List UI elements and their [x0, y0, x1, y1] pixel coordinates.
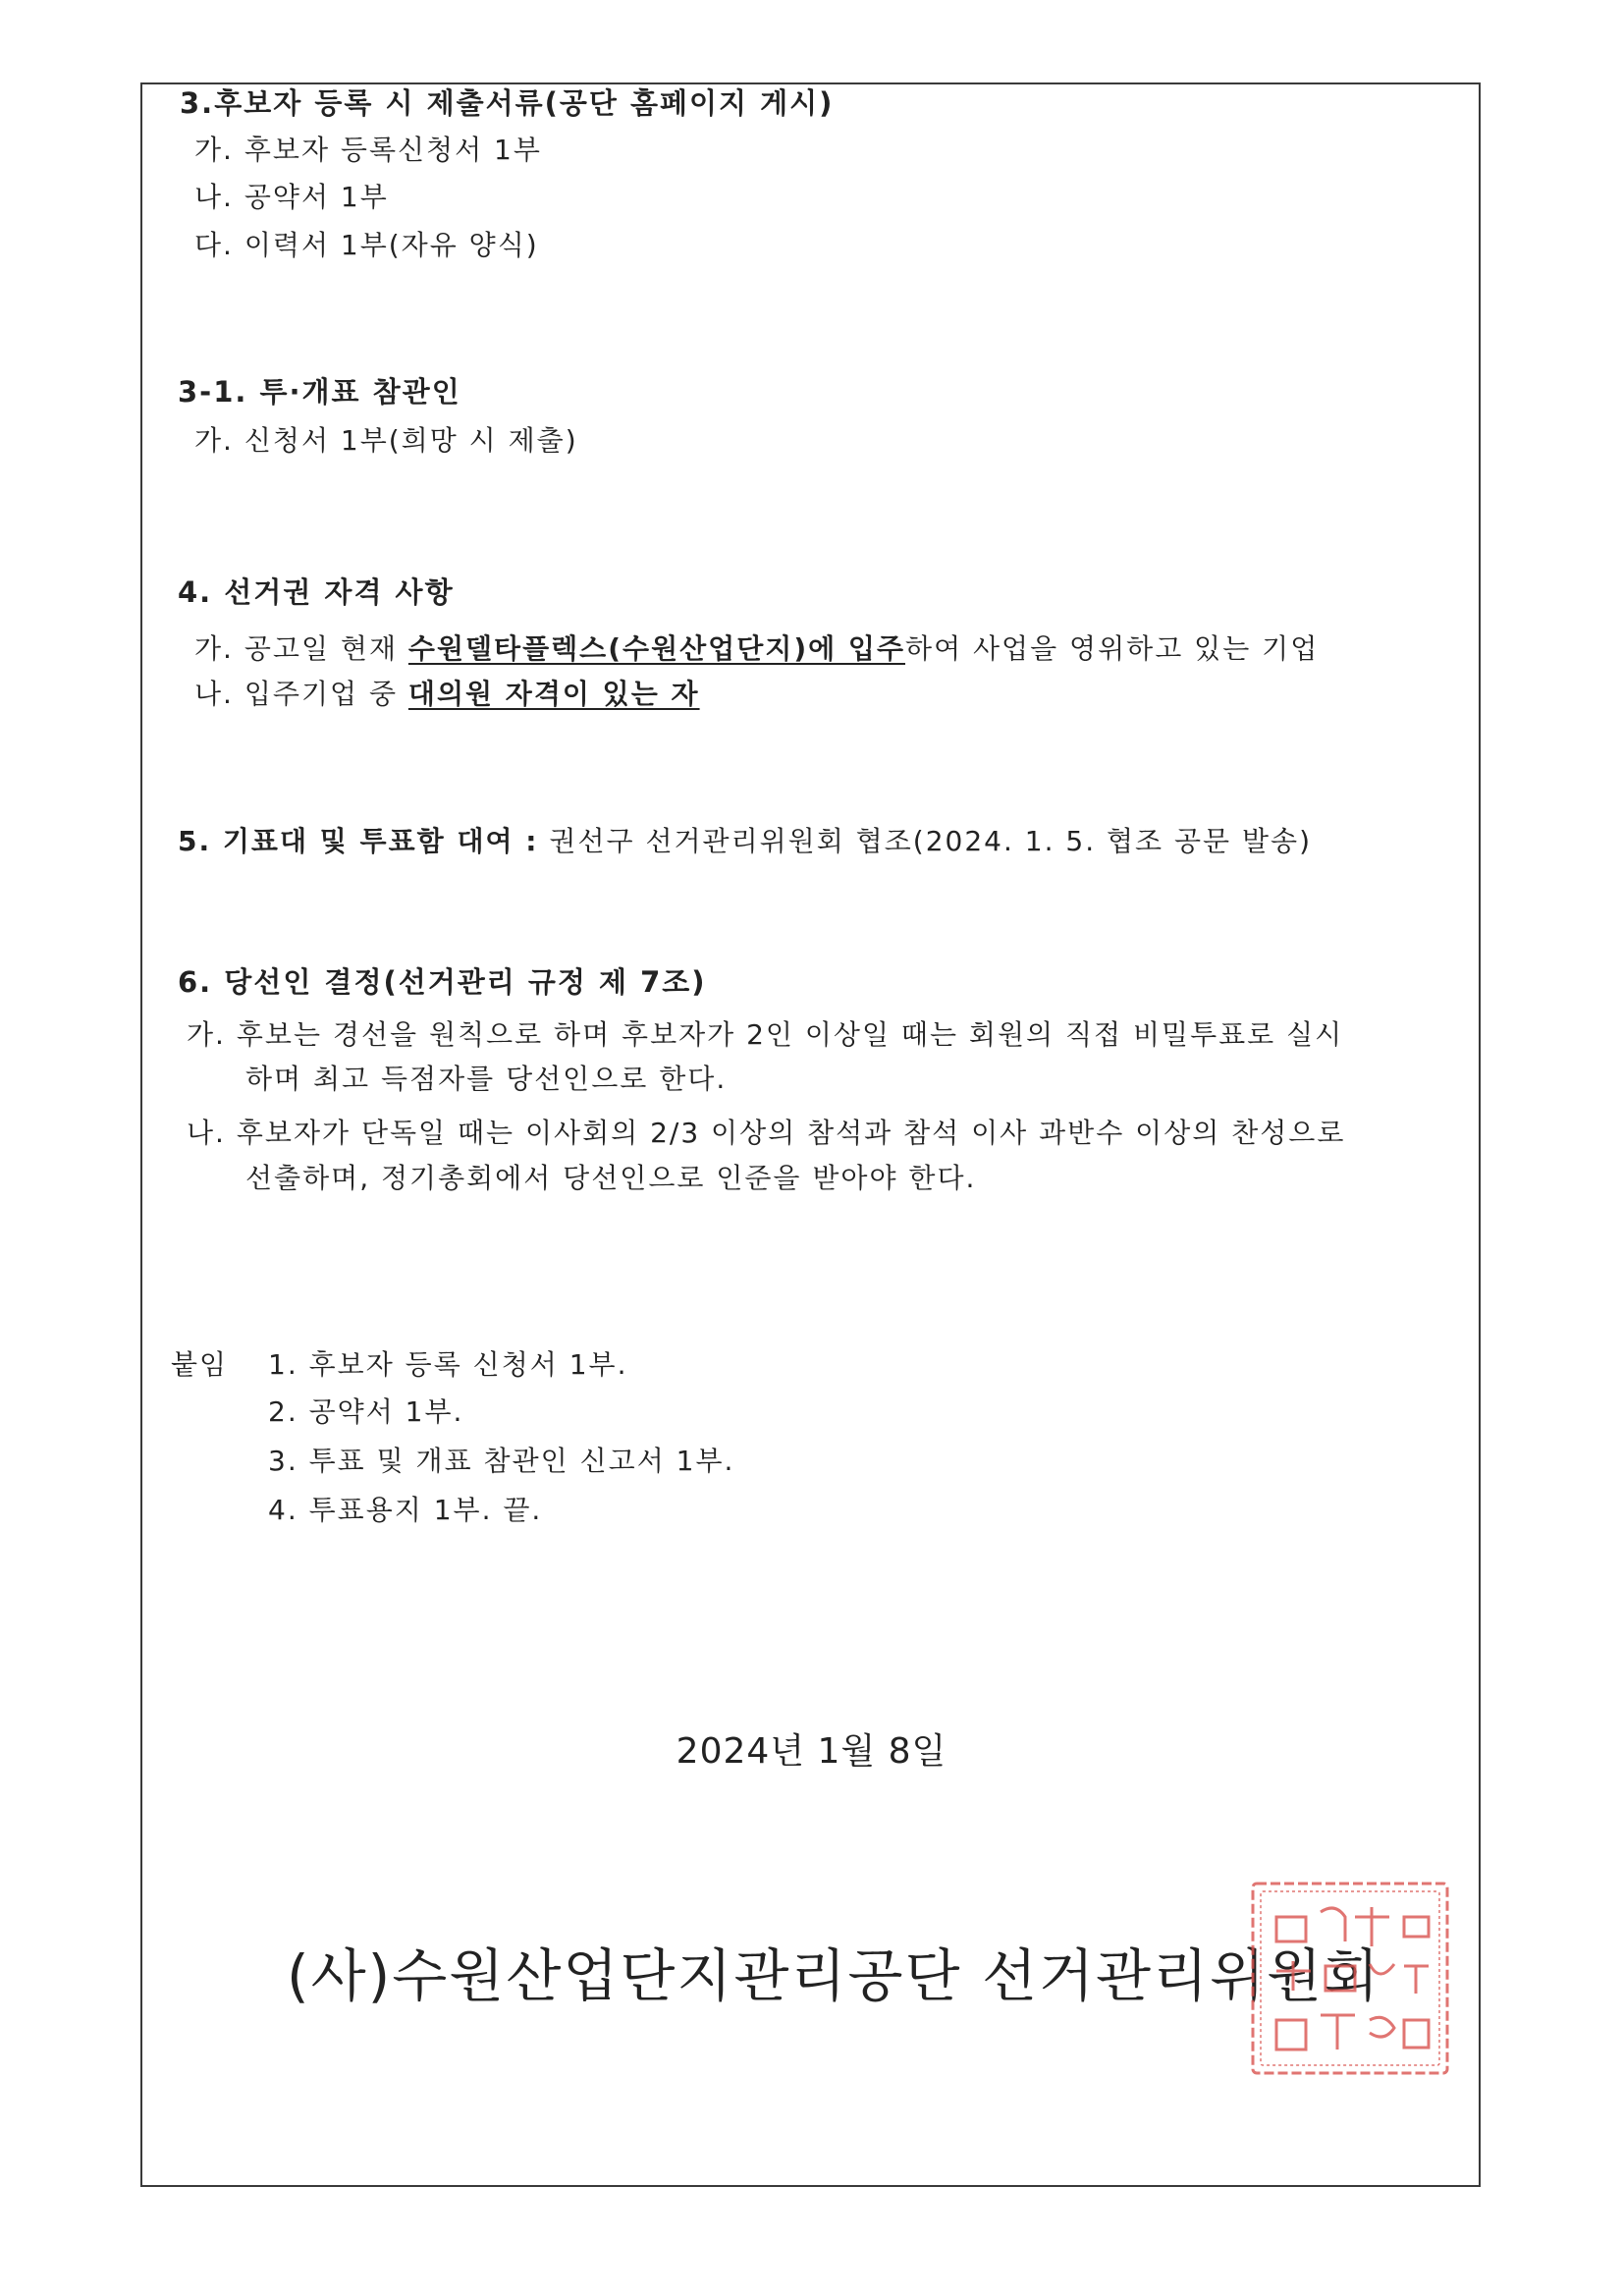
section-4-heading: 4. 선거권 자격 사항 — [178, 575, 455, 609]
section-3-item-a: 가. 후보자 등록신청서 1부 — [194, 134, 542, 166]
section-4-item-b — [194, 678, 700, 711]
section-6-item-b-line1: 나. 후보자가 단독일 때는 이사회의 2/3 이상의 참석과 참석 이사 과반수 이상의 찬성으로 — [187, 1117, 1346, 1149]
section-3-item-b: 나. 공약서 1부 — [194, 181, 389, 213]
attachments-label: 붙임 — [171, 1348, 229, 1381]
section-3-1-heading: 3-1. 투·개표 참관인 — [178, 375, 461, 409]
section-5-heading: 5. 기표대 및 투표함 대여 : — [178, 825, 539, 857]
attachment-item: 4. 투표용지 1부. 끝. — [268, 1494, 543, 1526]
section-3-1-item-a: 가. 신청서 1부(희망 시 제출) — [194, 424, 578, 457]
section-4-item-a-suffix: 하여 사업을 영위하고 있는 기업 — [905, 632, 1320, 665]
section-6-item-a-line1: 가. 후보는 경선을 원칙으로 하며 후보자가 2인 이상일 때는 회원의 직접 비밀투표로 실시 — [187, 1018, 1344, 1051]
document-date: 2024년 1월 8일 — [676, 1731, 947, 1772]
section-4-item-b-prefix: 나. 입주기업 중 — [194, 678, 408, 710]
attachment-item: 1. 후보자 등록 신청서 1부. — [268, 1348, 628, 1381]
organization-name: (사)수원산업단지관리공단 선거관리위원회 — [287, 1942, 1381, 2009]
section-5-text: 권선구 선거관리위원회 협조(2024. 1. 5. 협조 공문 발송) — [538, 825, 1313, 857]
section-4-item-b-emphasis: 대의원 자격이 있는 자 — [407, 678, 700, 710]
section-4-item-a — [194, 632, 1319, 666]
section-5 — [178, 825, 1312, 858]
section-3-item-c: 다. 이력서 1부(자유 양식) — [194, 229, 539, 261]
section-6-item-b-line2: 선출하며, 정기총회에서 당선인으로 인준을 받아야 한다. — [245, 1162, 977, 1194]
section-4-item-a-emphasis: 수원델타플렉스(수원산업단지)에 입주 — [407, 632, 906, 665]
official-seal-stamp — [1247, 1878, 1453, 2079]
section-6-item-a-line2: 하며 최고 득점자를 당선인으로 한다. — [245, 1063, 728, 1095]
attachment-item: 2. 공약서 1부. — [268, 1395, 464, 1428]
section-4-item-a-prefix: 가. 공고일 현재 — [194, 632, 408, 665]
attachment-item: 3. 투표 및 개표 참관인 신고서 1부. — [268, 1445, 735, 1477]
section-6-heading: 6. 당선인 결정(선거관리 규정 제 7조) — [178, 965, 707, 999]
section-3-heading: 3.후보자 등록 시 제출서류(공단 홈페이지 게시) — [180, 86, 835, 120]
